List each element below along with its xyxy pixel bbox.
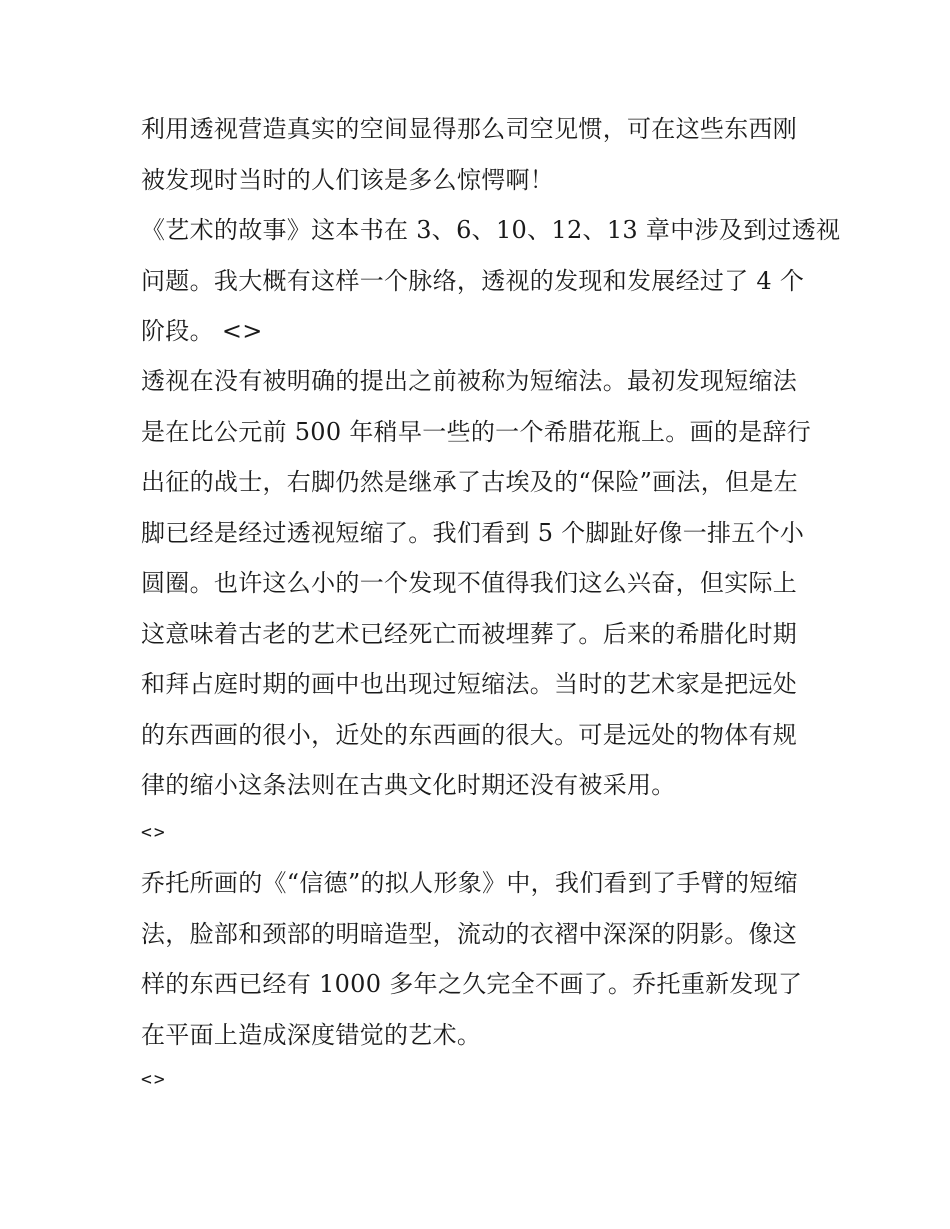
text-line: 和拜占庭时期的画中也出现过短缩法。当时的艺术家是把远处: [141, 670, 798, 698]
text-line: 《艺术的故事》这本书在 3、6、10、12、13 章中涉及到过透视: [141, 216, 841, 244]
paragraph-4: [141, 858, 802, 1060]
text-line: 是在比公元前 500 年稍早一些的一个希腊花瓶上。画的是辞行: [141, 417, 812, 446]
text-line: 样的东西已经有 1000 多年之久完全不画了。乔托重新发现了: [141, 970, 803, 998]
text-line: 透视在没有被明确的提出之前被称为短缩法。最初发现短缩法: [141, 367, 798, 395]
text-line: 法，脸部和颈部的明暗造型，流动的衣褶中深深的阴影。像这: [141, 919, 798, 948]
section-marker: [141, 1055, 167, 1106]
text-line: 在平面上造成深度错觉的艺术。: [141, 1020, 482, 1049]
text-line: 出征的战士，右脚仍然是继承了古埃及的“保险”画法，但是左: [141, 468, 798, 496]
text-line: 乔托所画的《“信德”的拟人形象》中，我们看到了手臂的短缩: [141, 869, 798, 897]
text-line: 利用透视营造真实的空间显得那么司空见惯，可在这些东西刚: [141, 115, 798, 143]
paragraph-3: [141, 356, 811, 811]
text-line: 律的缩小这条法则在古典文化时期还没有被采用。: [141, 771, 676, 799]
text-line: 的东西画的很小，近处的东西画的很大。可是远处的物体有规: [141, 720, 798, 749]
text-line: 圆圈。也许这么小的一个发现不值得我们这么兴奋，但实际上: [141, 569, 798, 597]
text-line: 被发现时当时的人们该是多么惊愕啊！: [141, 165, 555, 194]
section-marker: [141, 808, 167, 859]
marker-text: <>: [141, 822, 167, 843]
paragraph-2: [141, 205, 840, 357]
paragraph-1: [141, 104, 797, 205]
text-line: 阶段。 <>: [141, 317, 263, 345]
text-line: 脚已经是经过透视短缩了。我们看到 5 个脚趾好像一排五个小: [141, 518, 805, 547]
marker-text: <>: [141, 1069, 167, 1090]
text-line: 这意味着古老的艺术已经死亡而被埋葬了。后来的希腊化时期: [141, 619, 798, 648]
text-line: 问题。我大概有这样一个脉络，透视的发现和发展经过了 4 个: [141, 266, 805, 295]
document-page: [141, 0, 841, 1229]
